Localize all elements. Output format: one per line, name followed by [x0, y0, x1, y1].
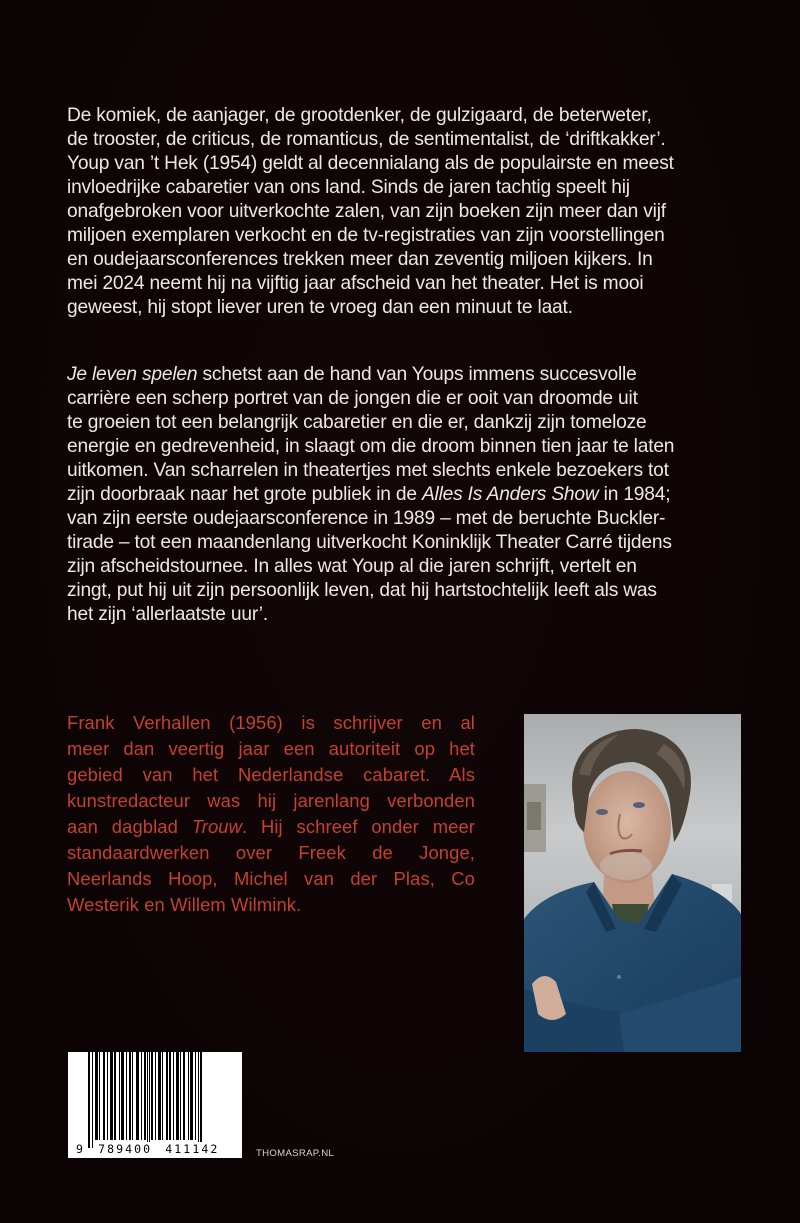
author-bio-line: Neerlands Hoop, Michel van der Plas, Co: [67, 868, 475, 889]
blurb-line: invloedrijke cabaretier van ons land. Sinds de jaren tachtig speelt hij: [67, 177, 630, 198]
blurb-text: in 1984;: [598, 484, 671, 505]
barcode-bars: [88, 1052, 222, 1146]
blurb-text: zijn doorbraak naar het grote publiek in de: [67, 484, 422, 505]
author-bio-line: meer dan veertig jaar een autoriteit op het: [67, 738, 475, 759]
blurb-text: schetst aan de hand van Youps immens succesvolle: [197, 364, 637, 385]
author-bio-text: aan dagblad: [67, 816, 192, 837]
isbn-prefix-digit: 9: [76, 1142, 86, 1156]
blurb-line: geweest, hij stopt liever uren te vroeg dan een minuut te laat.: [67, 297, 573, 318]
blurb-line: onafgebroken voor uitverkochte zalen, van zijn boeken zijn meer dan vijf: [67, 201, 666, 222]
blurb-line: zingt, put hij uit zijn persoonlijk leven, dat hij hartstochtelijk leeft als was: [67, 580, 657, 601]
author-bio-text: . Hij schreef onder meer: [241, 816, 475, 837]
blurb-line: de trooster, de criticus, de romanticus, de sentimentalist, de ‘driftkakker’.: [67, 129, 666, 150]
show-title-italic: Alles Is Anders Show: [421, 484, 599, 505]
author-photo: [524, 714, 741, 1052]
blurb-line: en oudejaarsconferences trekken meer dan zeventig miljoen kijkers. In: [67, 249, 653, 270]
blurb-line: het zijn ‘allerlaatste uur’.: [67, 604, 268, 625]
author-bio-line: [67, 814, 475, 840]
isbn-left-digits: 789400: [98, 1142, 153, 1156]
author-portrait-image: [524, 714, 741, 1052]
author-bio: [67, 710, 475, 918]
author-bio-line: Frank Verhallen (1956) is schrijver en al: [67, 712, 475, 733]
blurb-line: energie en gedrevenheid, in slaagt om die droom binnen tien jaar te laten: [67, 436, 675, 457]
blurb-line: [67, 483, 742, 507]
author-bio-line: standaardwerken over Freek de Jonge,: [67, 842, 475, 863]
book-title-italic: Je leven spelen: [67, 364, 198, 385]
blurb-paragraph-2: [67, 363, 742, 627]
isbn-digits: [76, 1142, 236, 1156]
blurb-line: te groeien tot een belangrijk cabaretier en die er, dankzij zijn tomeloze: [67, 412, 647, 433]
blurb-line: De komiek, de aanjager, de grootdenker, de gulzigaard, de beterweter,: [67, 105, 652, 126]
blurb-line: van zijn eerste oudejaarsconference in 1989 – met de beruchte Buckler-: [67, 508, 666, 529]
isbn-right-digits: 411142: [165, 1142, 220, 1156]
author-bio-line: Westerik en Willem Wilmink.: [67, 894, 302, 915]
blurb-paragraph-1: [67, 104, 742, 320]
blurb-line: miljoen exemplaren verkocht en de tv-registraties van zijn voorstellingen: [67, 225, 665, 246]
blurb-line: uitkomen. Van scharrelen in theatertjes met slechts enkele bezoekers tot: [67, 460, 669, 481]
isbn-barcode: [68, 1052, 242, 1158]
blurb-line: mei 2024 neemt hij na vijftig jaar afscheid van het theater. Het is mooi: [67, 273, 644, 294]
author-bio-line: kunstredacteur was hij jarenlang verbonden: [67, 790, 475, 811]
blurb-line: carrière een scherp portret van de jongen die er ooit van droomde uit: [67, 388, 638, 409]
blurb-line: tirade – tot een maandenlang uitverkocht Koninklijk Theater Carré tijdens: [67, 532, 672, 553]
blurb-line: [67, 363, 742, 387]
blurb-line: zijn afscheidstournee. In alles wat Youp al die jaren schrijft, vertelt en: [67, 556, 637, 577]
author-bio-line: gebied van het Nederlandse cabaret. Als: [67, 764, 475, 785]
publisher-url: THOMASRAP.NL: [256, 1148, 335, 1159]
newspaper-title-italic: Trouw: [191, 816, 242, 837]
blurb-line: Youp van ’t Hek (1954) geldt al decennialang als de populairste en meest: [67, 153, 674, 174]
